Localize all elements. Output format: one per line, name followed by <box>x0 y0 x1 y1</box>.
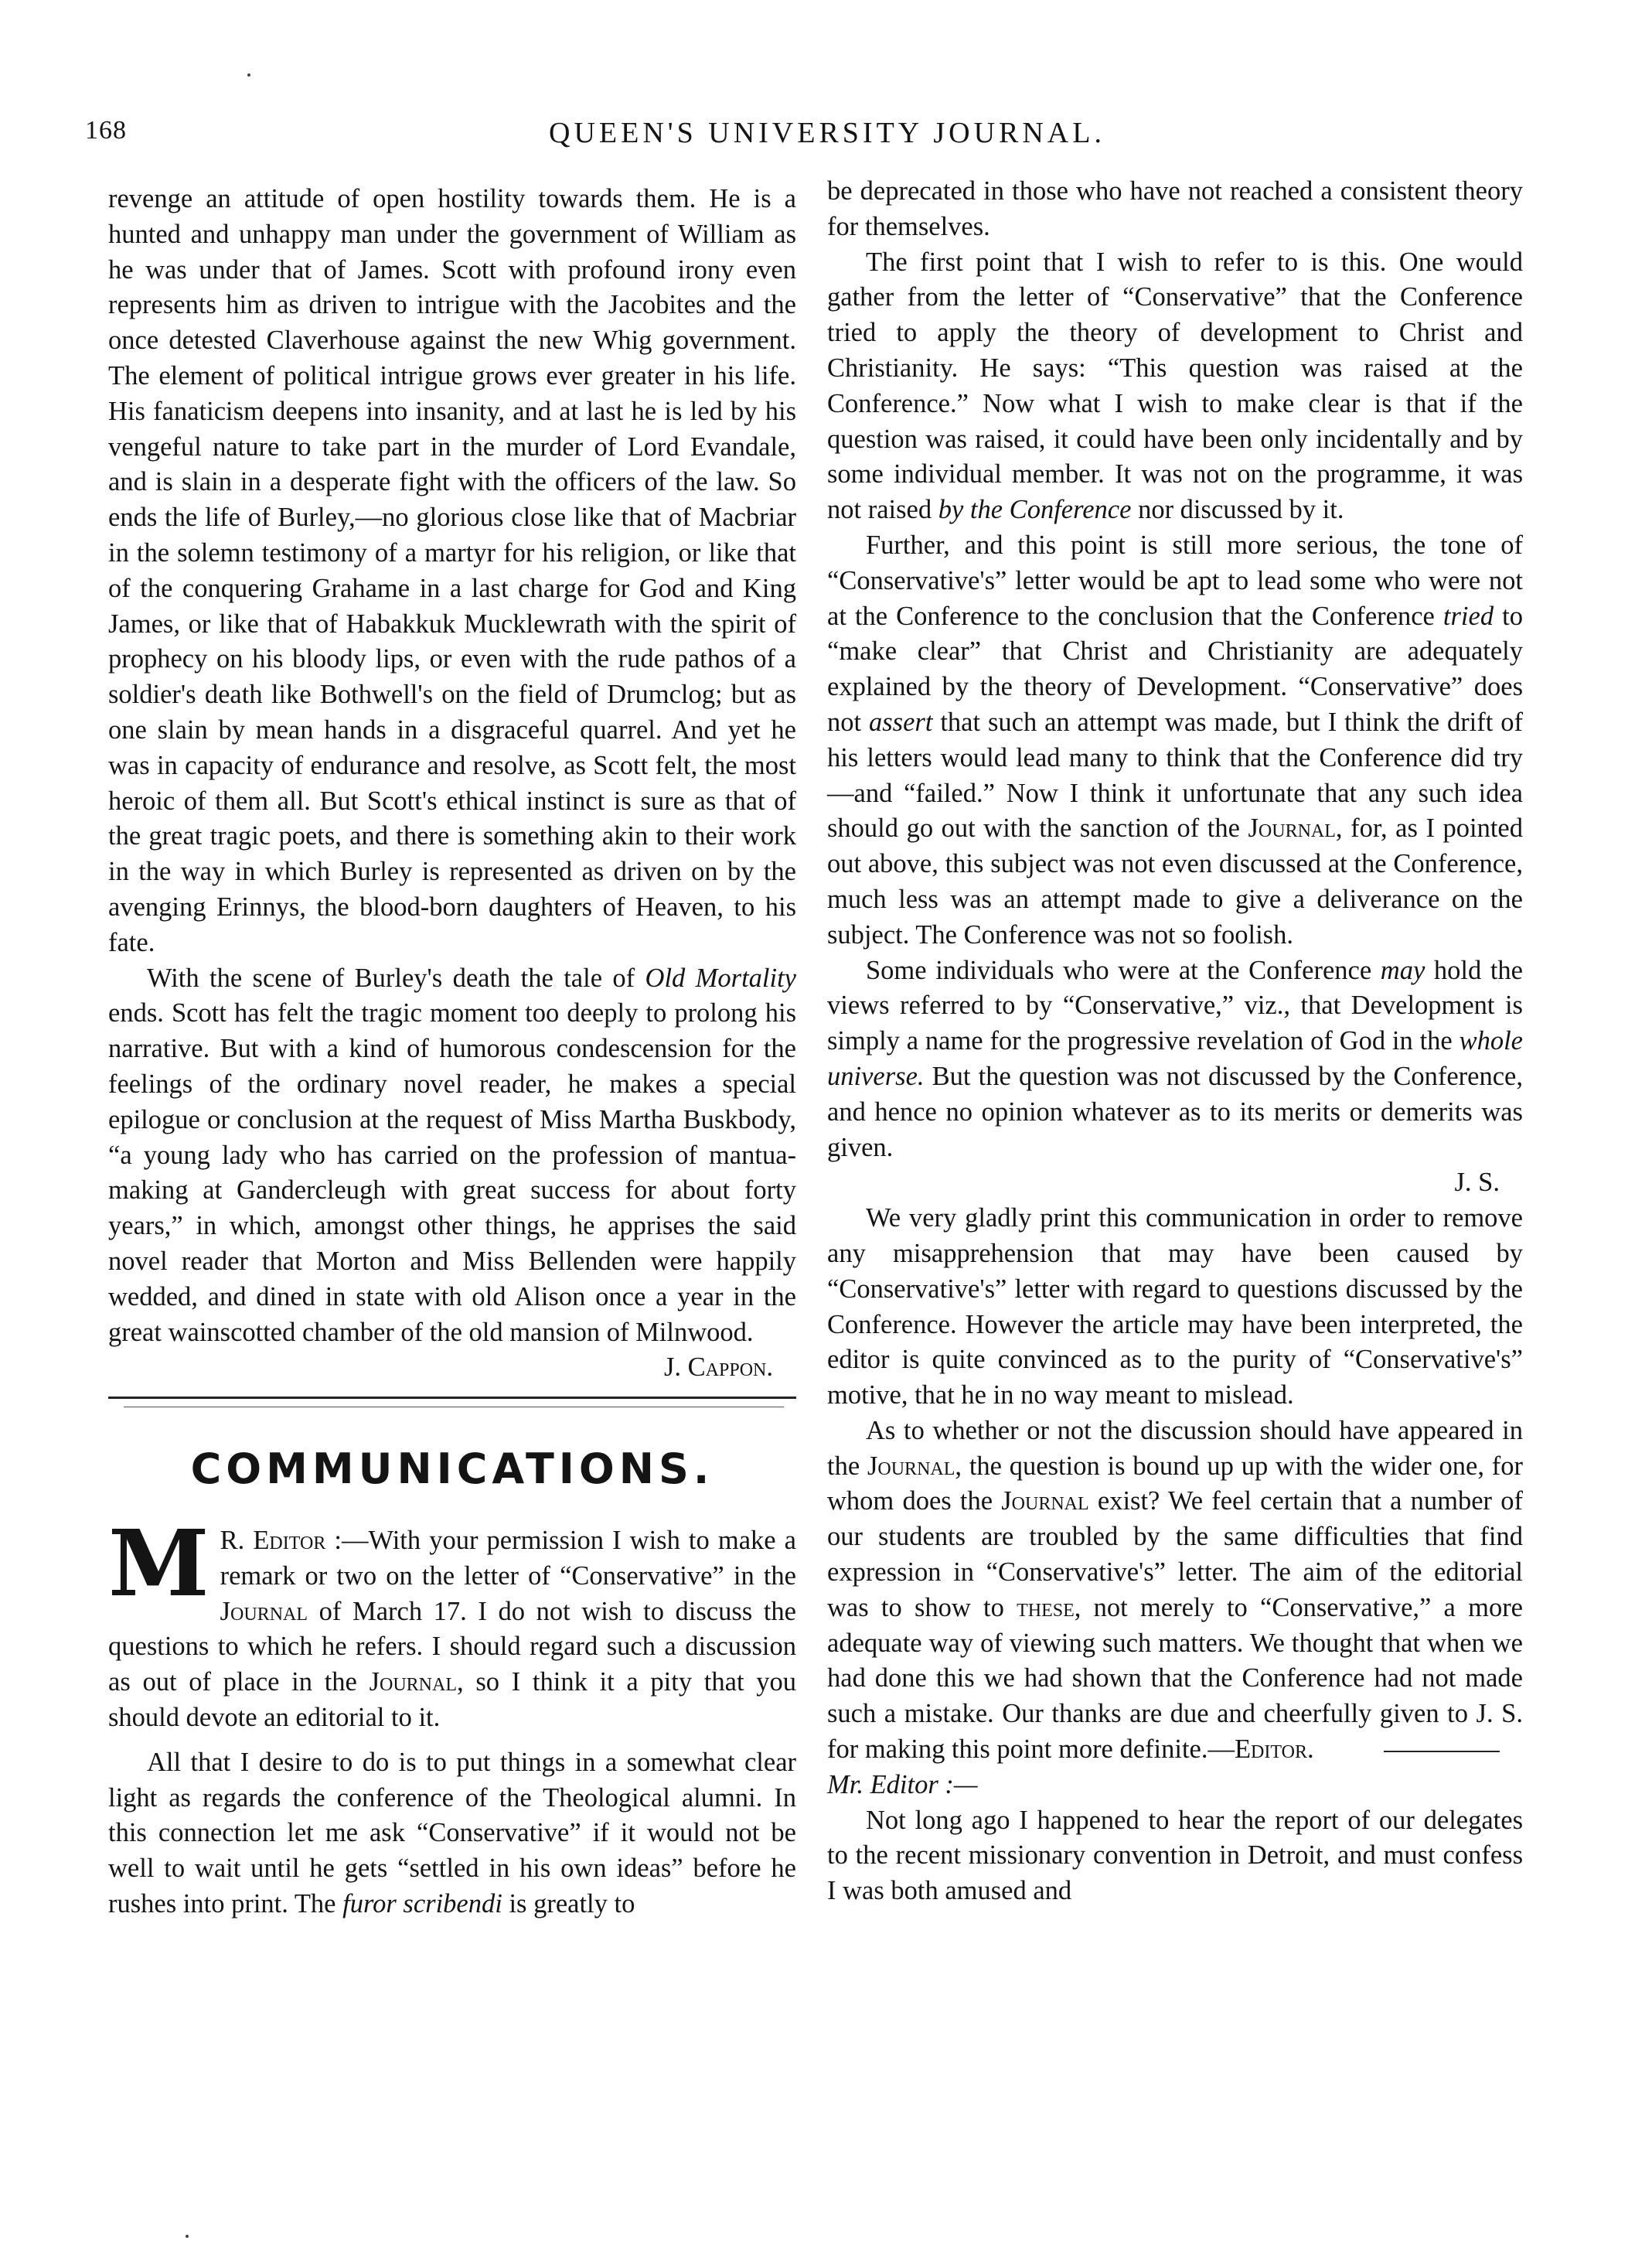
text-run: Some individuals who were at the Conference <box>866 955 1381 985</box>
book-title: Old Mortality <box>645 963 796 993</box>
paragraph <box>827 528 1523 953</box>
journal-title: QUEEN'S UNIVERSITY JOURNAL. <box>549 117 1105 149</box>
paragraph: Not long ago I happened to hear the report of our delegates to the recent missionary convention in Detroit, and must confess I was both amused and <box>827 1805 1523 1906</box>
paragraph <box>108 961 796 1386</box>
paragraph <box>108 1509 796 1736</box>
journal-name: Journal <box>369 1667 457 1697</box>
text-run: All that I desire to do is to put things in a somewhat clear light as regards the conference of the Theological alumni. In this connection let me ask “Conservative” if it would not be well to wait until he gets “settled in his own ideas” before he rushes into print. The <box>108 1747 796 1919</box>
text-run: , so I think it a pity that you should devote an editorial to it. <box>108 1667 796 1733</box>
text-run: With the scene of Burley's death the tale of <box>147 963 645 993</box>
paper-speck <box>247 73 250 77</box>
emphasis: these <box>1017 1592 1075 1622</box>
emphasis: assert <box>868 707 933 737</box>
text-run: exist? We feel certain that a number of our students are troubled by the same difficulties that find expression in “Conservative's” letter. The aim of the editorial was to show to <box>827 1486 1523 1622</box>
emphasis: by the Conference <box>938 495 1132 525</box>
text-run: , the question is bound up up with the wider one, for whom does the <box>827 1451 1523 1516</box>
text-run: of March 17. I do not wish to discuss the questions to which he refers. I should regard such a discussion as out of place in the <box>108 1596 796 1697</box>
text-run: is greatly to <box>502 1889 635 1919</box>
paragraph: be deprecated in those who have not reached a consistent theory for themselves. <box>827 176 1523 241</box>
text-run: :—With your permission I wish to make a remark or two on the letter of “Conservative” in the <box>220 1526 796 1591</box>
journal-name: Journal <box>867 1451 955 1481</box>
text-run: hold the views referred to by “Conservative,” viz., that Development is simply a name for the progressive revelation of God in the <box>827 955 1523 1056</box>
author-signature: J. S. <box>1454 1168 1500 1198</box>
text-run: But the question was not discussed by the Conference, and hence no opinion whatever as to its merits or demerits was given. <box>827 1061 1523 1162</box>
text-run: As to whether or not the discussion should have appeared in the <box>827 1415 1523 1481</box>
section-heading: COMMUNICATIONS. <box>190 1444 714 1494</box>
paragraph <box>827 245 1523 528</box>
paragraph <box>827 1414 1523 1768</box>
paper-speck <box>186 2235 189 2238</box>
emphasis: tried <box>1443 601 1494 631</box>
text-run: , not merely to “Conservative,” a more adequate way of viewing such matters. We thought that when we had done this we had shown that the Conference had not made such a mistake. Our thanks are due and cheerfully given to J. S. for making this point more definite.— <box>827 1592 1523 1765</box>
left-column <box>108 182 796 1922</box>
text-run: The first point that I wish to refer to is this. One would gather from the letter of “Conservative” that the Conference tried to apply the theory of development to Christ and Christianity. He says: “This question was raised at the Conference.” Now what I wish to make clear is that if the question was raised, it could have been only incidentally and by some individual member. It was not on the programme, it was not raised <box>827 247 1523 525</box>
paragraph: We very gladly print this communication in order to remove any misapprehension that may have been caused by “Conservative's” letter with regard to questions discussed by the Conference. However the article may have been interpreted, the editor is quite convinced as to the purity of “Conservative's” motive, that he in no way meant to mislead. <box>827 1203 1523 1410</box>
paragraph <box>827 953 1523 1202</box>
text-run: , for, as I pointed out above, this subject was not even discussed at the Conference, much less was an attempt made to give a deliverance on the subject. The Conference was not so foolish. <box>827 813 1523 950</box>
text-run: Further, and this point is still more serious, the tone of “Conservative's” letter would be apt to lead some who were not at the Conference to the conclusion that the Conference <box>827 530 1523 631</box>
emphasis: may <box>1380 955 1425 985</box>
text-run: ends. Scott has felt the tragic moment too deeply to prolong his narrative. But with a kind of humorous condescension for the feelings of the ordinary novel reader, he makes a special epilogue or conclusion at the request of Miss Martha Buskbody, “a young lady who has carried on the profession of mantua-making at Gandercleugh with great success for about forty years,” in which, amongst other things, he apprises the said novel reader that Morton and Miss Bellenden were happily wedded, and dined in state with old Alison once a year in the great wainscotted chamber of the old mansion of Milnwood. <box>108 998 796 1347</box>
short-divider <box>1384 1751 1500 1752</box>
latin-phrase: furor scribendi <box>342 1889 502 1919</box>
paragraph: revenge an attitude of open hostility towards them. He is a hunted and unhappy man under the government of William as he was under that of James. Scott with profound irony even represents him as driven to intrigue with the Jacobites and the once detested Claverhouse against the new Whig government. The element of political intrigue grows ever greater in his life. His fanaticism deepens into insanity, and at last he is led by his vengeful nature to take part in the murder of Lord Evandale, and is slain in a desperate fight with the officers of the law. So ends the life of Burley,—no glorious close like that of Macbriar in the solemn testimony of a martyr for his religion, or like that of the conquering Grahame in a last charge for God and King James, or like that of Habakkuk Mucklewrath with the spirit of prophecy on his bloody lips, or even with the rude pathos of a soldier's death like Bothwell's on the field of Drumclog; but as one slain by mean hands in a disgraceful quarrel. And yet he was in capacity of endurance and resolve, as Scott felt, the most heroic of them all. But Scott's ethical instinct is sure as that of the great tragic poets, and there is something akin to their work in the way in which Burley is represented as driven on by the avenging Erinnys, the blood-born daughters of Heaven, to his fate. <box>108 184 796 957</box>
paragraph <box>108 1745 796 1922</box>
text-run: that such an attempt was made, but I think the drift of his letters would lead many to think that the Conference did try—and “failed.” Now I think it unfortunate that any such idea should go out with the sanction of the <box>827 707 1523 844</box>
drop-cap: M <box>108 1509 209 1618</box>
editor-signature: Editor. <box>1234 1734 1314 1765</box>
signature-line <box>827 1165 1523 1201</box>
salutation: R. Editor <box>220 1526 326 1556</box>
signature-line <box>108 1350 796 1386</box>
journal-name: Journal <box>1248 813 1336 844</box>
text-run: to “make clear” that Christ and Christianity are adequately explained by the theory of Development. “Conservative” does not <box>827 601 1523 737</box>
section-divider <box>108 1397 796 1399</box>
text-run: nor discussed by it. <box>1131 495 1344 525</box>
journal-name: Journal <box>1001 1486 1089 1516</box>
right-column <box>827 174 1523 1909</box>
salutation: Mr. Editor :— <box>827 1769 978 1799</box>
page-number: 168 <box>85 116 127 145</box>
emphasis: whole universe. <box>827 1026 1523 1091</box>
author-signature: J. Cappon. <box>663 1352 773 1383</box>
journal-name: Journal <box>220 1596 308 1626</box>
page-header <box>85 116 1569 162</box>
